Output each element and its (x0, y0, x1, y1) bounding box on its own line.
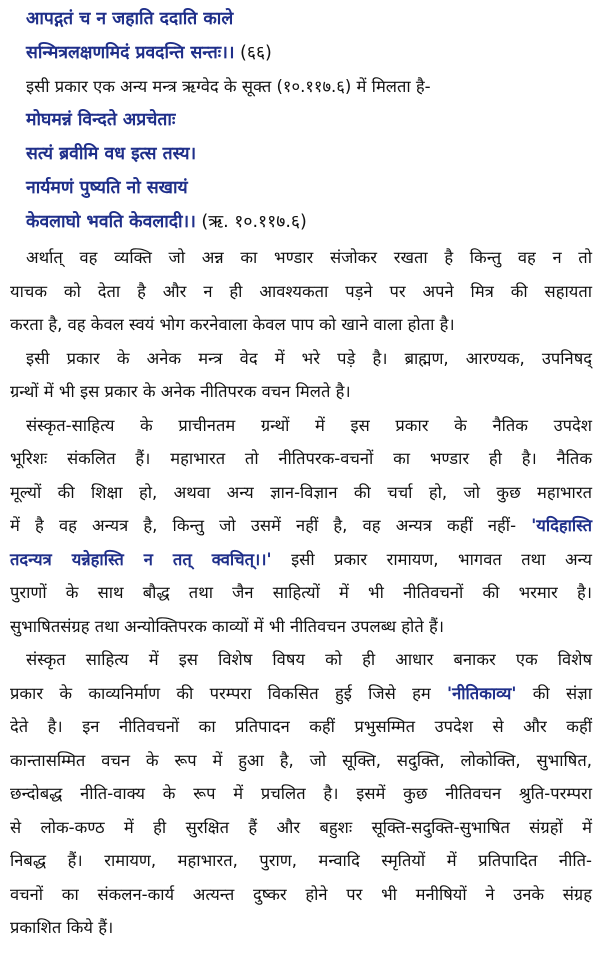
mahabharata-quote-start: 'यदिहास्ति (531, 516, 592, 535)
paragraph-4-line-2-text-a: प्रकार के काव्यनिर्माण की परम्परा विकसित हुई जिसे हम (10, 683, 448, 703)
paragraph-1-line-3: करता है, वह केवल स्वयं भोग करनेवाला केवल पाप को खाने वाला होता है। (10, 315, 455, 334)
paragraph-3-line-5-text: इसी प्रकार रामायण, भागवत तथा अन्य (271, 549, 592, 569)
paragraph-4-line-5: छन्दोबद्ध नीति-वाक्य के रूप में प्रचलित है। इसमें कुछ नीतिवचन श्रुति-परम्परा (10, 784, 592, 803)
paragraph-3-line-6: पुराणों के साथ बौद्ध तथा जैन साहित्यों में भी नीतिवचनों की भरमार है। (10, 583, 592, 602)
paragraph-1-line-2: याचक को देता है और न ही आवश्यकता पड़ने पर अपने मित्र की सहायता (10, 281, 592, 301)
verse-2 (10, 103, 592, 239)
verse-1 (10, 0, 592, 70)
paragraph-1-line-1: अर्थात् वह व्यक्ति जो अन्न का भण्डार संजोकर रखता है किन्तु वह न तो (26, 248, 592, 267)
paragraph-4-line-2 (10, 677, 592, 711)
verse-2-line-4-text: केवलाघो भवति केवलादी।। (26, 212, 196, 232)
paragraph-2 (10, 342, 592, 409)
verse-2-line-1: मोघमन्नं विन्दते अप्रचेताः (26, 110, 176, 130)
paragraph-4-line-1: संस्कृत साहित्य में इस विशेष विषय को ही आधार बनाकर एक विशेष (26, 650, 592, 669)
verse-2-line-4 (10, 205, 592, 239)
verse-1-line-1: आपद्गतं च न जहाति ददाति काले (26, 9, 234, 29)
intro-line: इसी प्रकार एक अन्य मन्त्र ऋग्वेद के सूक्त (१०.११७.६) में मिलता है- (26, 77, 431, 96)
paragraph-3-line-7: सुभाषितसंग्रह तथा अन्योक्तिपरक काव्यों में भी नीतिवचन उपलब्ध होते हैं। (10, 616, 444, 636)
paragraph-3-line-5 (10, 543, 592, 577)
paragraph-3-line-2: भूरिशः संकलित हैं। महाभारत तो नीतिपरक-वचनों का भण्डार ही है। नैतिक (10, 449, 592, 468)
paragraph-4-line-9: प्रकाशित किये हैं। (10, 918, 114, 937)
paragraph-4-line-8: वचनों का संकलन-कार्य अत्यन्त दुष्कर होने पर भी मनीषियों ने उनके संग्रह (10, 884, 592, 904)
paragraph-4-line-4: कान्तासम्मित वचन के रूप में हुआ है, जो सूक्ति, सदुक्ति, लोकोक्ति, सुभाषित, (10, 750, 592, 770)
verse-2-line-3: नार्यमणं पुष्यति नो सखायं (26, 178, 188, 198)
paragraph-2-line-2: ग्रन्थों में भी इस प्रकार के अनेक नीतिपरक वचन मिलते है। (10, 382, 351, 401)
verse-1-line-2-text: सन्मित्रलक्षणमिदं प्रवदन्ति सन्तः।। (26, 43, 235, 63)
paragraph-4 (10, 643, 592, 945)
verse-2-reference: (ऋ. १०.११७.६) (195, 212, 307, 232)
mahabharata-quote-end: तदन्यत्र यन्नेहास्ति न तत् क्वचित्।।' (10, 549, 272, 569)
paragraph-4-line-6: से लोक-कण्ठ में ही सुरक्षित हैं और बहुशः सूक्ति-सदुक्ति-सुभाषित संग्रहों में (10, 817, 592, 837)
verse-2-line-2: सत्यं ब्रवीमि वध इत्स तस्य। (26, 144, 197, 164)
verse-1-line-2 (10, 36, 592, 70)
paragraph-3 (10, 409, 592, 644)
nitikavya-term: 'नीतिकाव्य' (447, 683, 517, 703)
paragraph-2-line-1: इसी प्रकार के अनेक मन्त्र वेद में भरे पड़े है। ब्राह्मण, आरण्यक, उपनिषद् (26, 348, 592, 368)
paragraph-3-line-4 (10, 509, 592, 543)
paragraph-3-line-3: मूल्यों की शिक्षा हो, अथवा अन्य ज्ञान-विज्ञान की चर्चा हो, जो कुछ महाभारत (10, 482, 592, 502)
verse-1-reference: (६६) (234, 43, 272, 63)
paragraph-4-line-3: देते है। इन नीतिवचनों का प्रतिपादन कहीं प्रभुसम्मित उपदेश से और कहीं (10, 717, 592, 736)
paragraph-4-line-7: निबद्ध हैं। रामायण, महाभारत, पुराण, मन्वादि स्मृतियों में प्रतिपादित नीति- (10, 851, 592, 870)
paragraph-3-line-1: संस्कृत-साहित्य के प्राचीनतम ग्रन्थों में इस प्रकार के नैतिक उपदेश (26, 415, 592, 435)
paragraph-4-line-2-text-b: की संज्ञा (516, 683, 592, 703)
paragraph-3-line-4-text: में है वह अन्यत्र है, किन्तु जो उसमें नहीं है, वह अन्यत्र कहीं नहीं- (10, 516, 532, 535)
paragraph-1 (10, 241, 592, 342)
